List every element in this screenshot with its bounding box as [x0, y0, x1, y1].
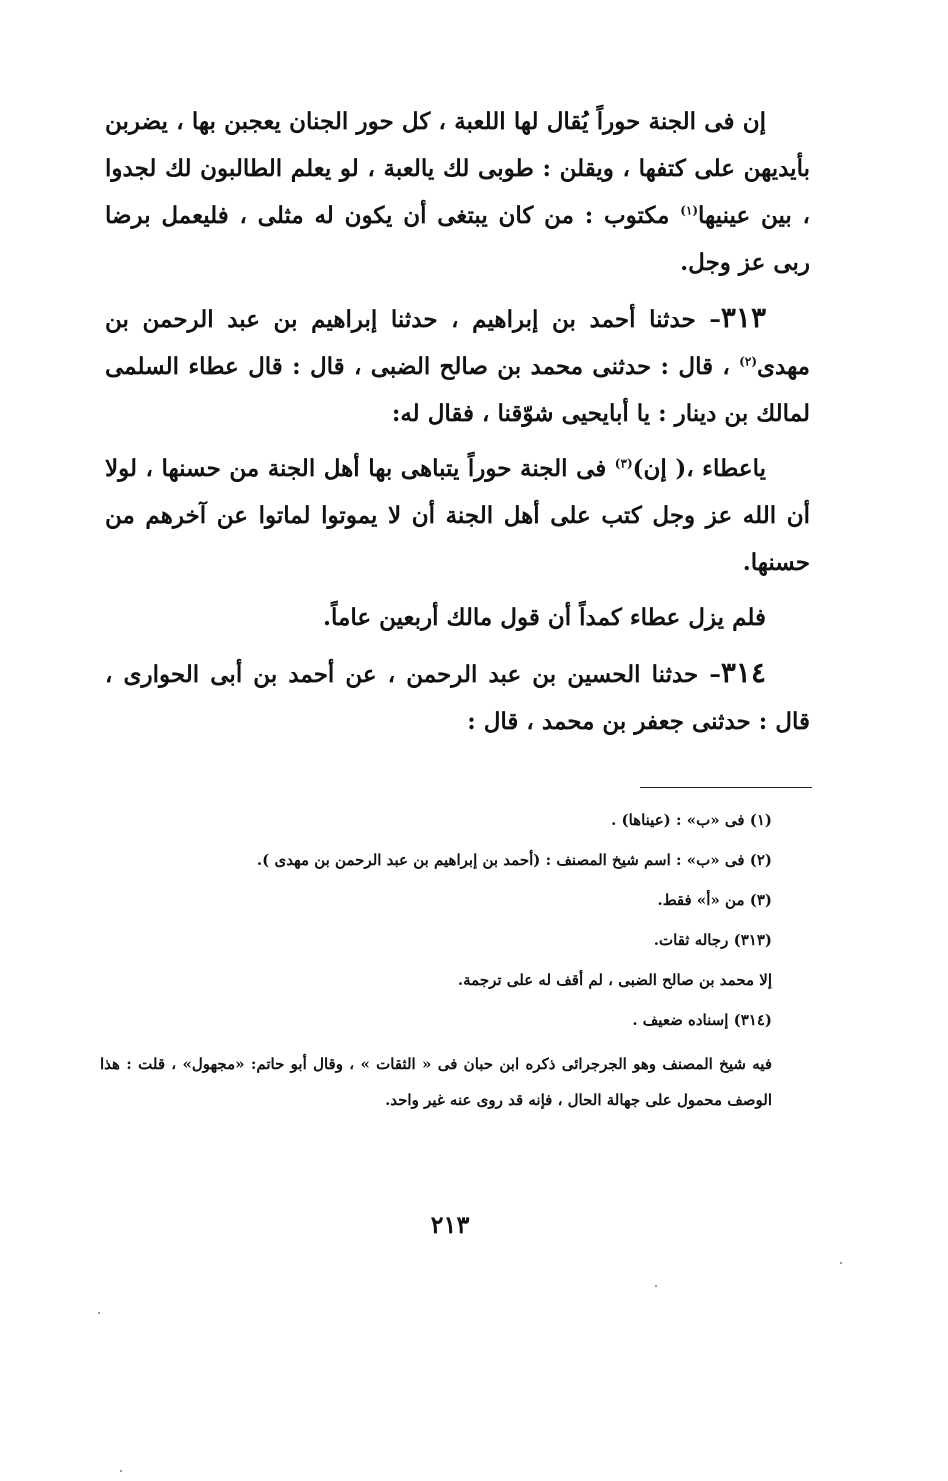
paragraph-narration-end: فلم يزل عطاء كمداً أن قول مالك أربعين عاماً. — [323, 604, 766, 631]
hadith-number-313: ٣١٣ — [720, 301, 766, 334]
paragraph-hadith-312-text: إن فى الجنة حوراً يُقال لها اللعبة ، كل حور الجنان يعجبن بها ، يضربن بأيديهن على كتفها ، ويقلن : طوبى لك يالعبة ، لو يعلم الطالبون لك لجدوا ، بين عينيها$^{(١)}$ مكتوب : من كان يبتغى أن يكون له مثلى ، فليعمل برضا ربى عز وجل. — [105, 108, 810, 276]
main-text — [105, 98, 810, 753]
footnote-ref-3[interactable]: (٣) — [614, 456, 633, 471]
hadith-number-314: ٣١٤ — [720, 656, 766, 689]
footnote-separator — [640, 787, 812, 788]
footnote-2: (٢) فى «ب» : اسم شيخ المصنف : (أحمد بن إبراهيم بن عبد الرحمن بن مهدى ). — [256, 851, 772, 869]
note-text-313: إلا محمد بن صالح الضبى ، لم أقف له على ترجمة. — [457, 971, 772, 989]
footnote-1: (١) فى «ب» : (عيناها) . — [611, 811, 772, 829]
scan-speck — [840, 1262, 842, 1264]
scan-speck — [655, 1285, 657, 1287]
footnote-ref-2[interactable]: (٢) — [739, 354, 757, 369]
paragraph-hadith-314: ٣١٤– حدثنا الحسين بن عبد الرحمن ، عن أحمد بن أبى الحوارى ، قال : حدثنى جعفر بن محمد ، قال : — [105, 656, 810, 735]
note-heading-314: (٣١٤) إسناده ضعيف . — [632, 1011, 772, 1029]
note-heading-313: (٣١٣) رجاله ثقات. — [653, 931, 772, 949]
scan-speck — [120, 1470, 122, 1472]
footnote-3: (٣) من «أ» فقط. — [657, 891, 772, 909]
note-text-314: فيه شيخ المصنف وهو الجرجرائى ذكره ابن حبان فى « الثقات » ، وقال أبو حاتم: «مجهول» ، قلت : هذا الوصف محمول على جهالة الحال ، فإنه قد روى عنه غير واحد. — [100, 1055, 772, 1109]
paragraph-hadith-313-text: ياعطاء ،( إن)$^{(٣)}$ فى الجنة حوراً يتباهى بها أهل الجنة من حسنها ، لولا أن الله عز وجل كتب على أهل الجنة أن لا يموتوا لماتوا عن آخرهم من حسنها. — [105, 455, 810, 576]
footnote-ref-1[interactable]: (١) — [680, 203, 699, 218]
page-number: ٢١٣ — [430, 1210, 470, 1239]
footnotes — [100, 800, 772, 1118]
paragraph-hadith-313: ٣١٣– حدثنا أحمد بن إبراهيم ، حدثنا إبراهيم بن عبد الرحمن بن مهدى$^{(٢)}$ ، قال : حدثنى محمد بن صالح الضبى ، قال : قال عطاء السلمى لمالك بن دينار : يا أبايحيى شوّقنا ، فقال له: — [105, 301, 810, 427]
scan-speck — [98, 1312, 100, 1314]
